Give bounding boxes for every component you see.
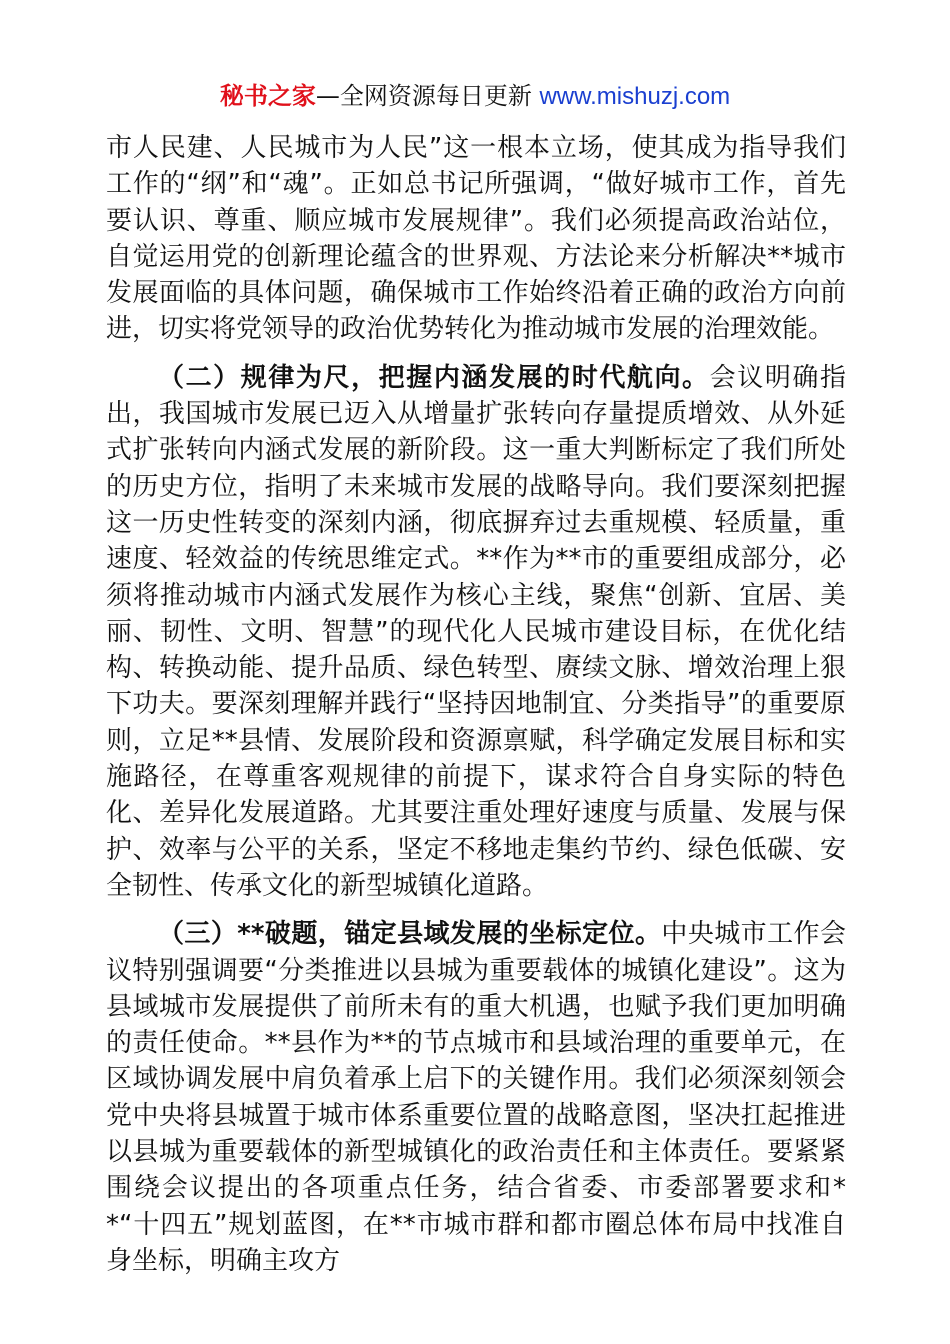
- paragraph-text: 中央城市工作会议特别强调要“分类推进以县城为重要载体的城镇化建设”。这为县域城市发展提供了前所未有的重大机遇，也赋予我们更加明确的责任使命。**县作为**的节点城市和县域治理的重要单元，在区域协调发展中肩负着承上启下的关键作用。我们必须深刻领会党中央将县城置于城市体系重要位置的战略意图，坚决扛起推进以县城为重要载体的新型城镇化的政治责任和主体责任。要紧紧围绕会议提出的各项重点任务，结合省委、市委部署要求和**“十四五”规划蓝图，在**市城市群和都市圈总体布局中找准自身坐标，明确主攻方: [106, 919, 846, 1276]
- paragraph-section-2: [106, 360, 846, 904]
- header-tagline: —全网资源每日更新: [315, 82, 540, 110]
- brand-name: 秘书之家: [219, 82, 316, 110]
- website-url[interactable]: www.mishuzj.com: [539, 83, 731, 110]
- paragraph-text: 市人民建、人民城市为人民”这一根本立场，使其成为指导我们工作的“纲”和“魂”。正如总书记所强调，“做好城市工作，首先要认识、尊重、顺应城市发展规律”。我们必须提高政治站位，自觉运用党的创新理论蕴含的世界观、方法论来分析解决**城市发展面临的具体问题，确保城市工作始终沿着正确的政治方向前进，切实将党领导的政治优势转化为推动城市发展的治理效能。: [106, 133, 846, 345]
- paragraph-section-3: [106, 916, 846, 1279]
- page-header: [0, 80, 950, 113]
- paragraph-text: 会议明确指出，我国城市发展已迈入从增量扩张转向存量提质增效、从外延式扩张转向内涵式发展的新阶段。这一重大判断标定了我们所处的历史方位，指明了未来城市发展的战略导向。我们要深刻把握这一历史性转变的深刻内涵，彻底摒弃过去重规模、轻质量，重速度、轻效益的传统思维定式。**作为**市的重要组成部分，必须将推动城市内涵式发展作为核心主线，聚焦“创新、宜居、美丽、韧性、文明、智慧”的现代化人民城市建设目标，在优化结构、转换动能、提升品质、绿色转型、赓续文脉、增效治理上狠下功夫。要深刻理解并践行“坚持因地制宜、分类指导”的重要原则，立足**县情、发展阶段和资源禀赋，科学确定发展目标和实施路径，在尊重客观规律的前提下，谋求符合自身实际的特色化、差异化发展道路。尤其要注重处理好速度与质量、发展与保护、效率与公平的关系，坚定不移地走集约节约、绿色低碳、安全韧性、传承文化的新型城镇化道路。: [106, 362, 846, 901]
- paragraph-continuation: [106, 130, 846, 348]
- document-body: [106, 130, 846, 1279]
- section-heading: （三）**破题，锚定县域发展的坐标定位。: [158, 919, 662, 950]
- section-heading: （二）规律为尺，把握内涵发展的时代航向。: [158, 362, 710, 393]
